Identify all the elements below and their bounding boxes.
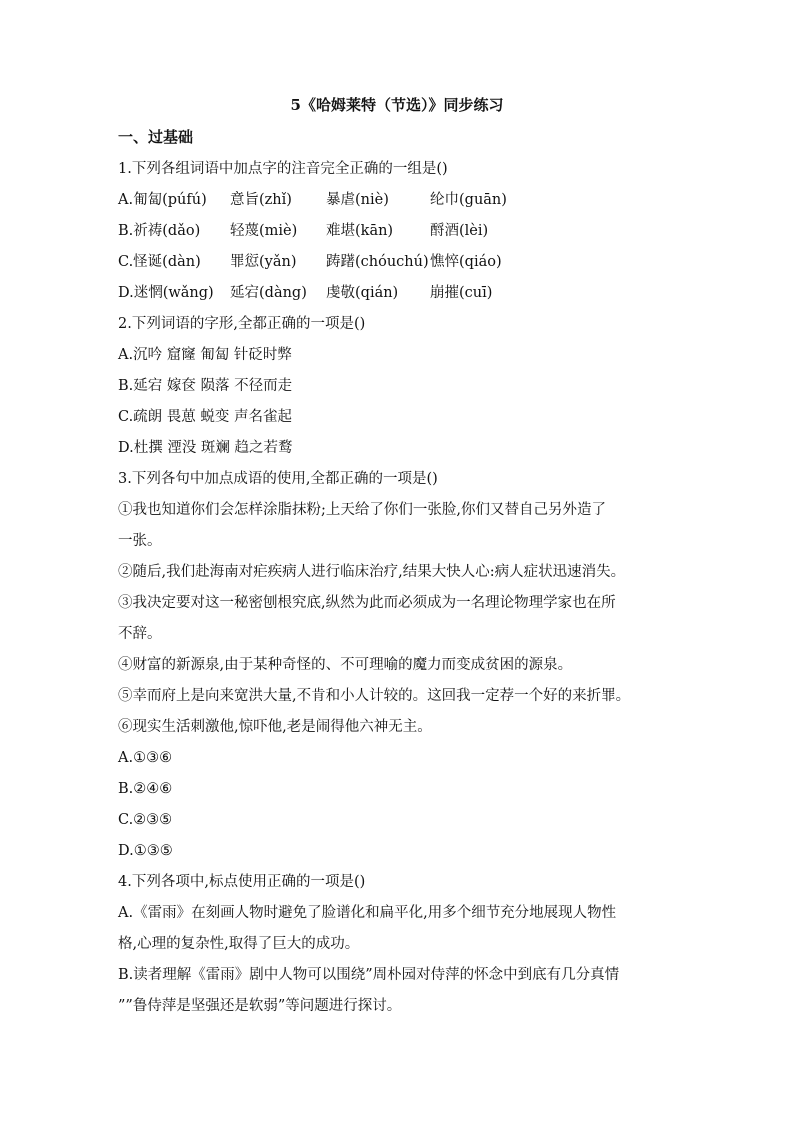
question-4-option-line: ””鲁侍萍是坚强还是软弱”等问题进行探讨。 <box>118 998 402 1014</box>
page-title: 5《哈姆莱特（节选）》同步练习 <box>290 96 504 114</box>
question-3-sentence-line: ④财富的新源泉,由于某种奇怪的、不可理喻的魔力而变成贫困的源泉。 <box>118 657 573 673</box>
question-1-stem: 1.下列各组词语中加点字的注音完全正确的一组是() <box>118 161 448 177</box>
question-3-stem: 3.下列各句中加点成语的使用,全都正确的一项是() <box>118 471 438 487</box>
section-heading: 一、过基础 <box>118 128 194 146</box>
option-word: 踌躇(chóuchú) <box>326 254 429 270</box>
option-word: 憔悴(qiáo) <box>430 254 502 270</box>
option-word: C.怪诞(dàn) <box>118 254 201 270</box>
question-3-sentence-line: 一张。 <box>118 533 162 549</box>
option-word: 纶巾(guān) <box>430 192 507 208</box>
option-word: 难堪(kān) <box>326 223 394 239</box>
question-4-option-line: A.《雷雨》在刻画人物时避免了脸谱化和扁平化,用多个细节充分地展现人物性 <box>118 905 617 921</box>
option-word: D.迷惘(wǎng) <box>118 285 214 301</box>
question-1-option-a <box>118 189 698 220</box>
option-word: 暴虐(niè) <box>326 192 389 208</box>
option-word: 虔敬(qián) <box>326 285 399 301</box>
question-2-stem: 2.下列词语的字形,全都正确的一项是() <box>118 316 366 332</box>
option-word: 酹酒(lèi) <box>430 223 489 239</box>
question-1-option-d <box>118 282 698 313</box>
question-4-stem: 4.下列各项中,标点使用正确的一项是() <box>118 874 366 890</box>
question-1-option-c <box>118 251 698 282</box>
question-4-option-line: 格,心理的复杂性,取得了巨大的成功。 <box>118 936 360 952</box>
option-word: 罪愆(yǎn) <box>230 254 297 270</box>
question-3-option-d: D.①③⑤ <box>118 843 173 859</box>
question-3-option-a: A.①③⑥ <box>118 750 173 766</box>
question-2-option-d: D.杜撰 湮没 斑斓 趋之若鹜 <box>118 440 293 456</box>
question-3-sentence-line: ①我也知道你们会怎样涂脂抹粉;上天给了你们一张脸,你们又替自己另外造了 <box>118 502 606 518</box>
option-word: A.匍匐(púfú) <box>118 192 207 208</box>
question-2-option-c: C.疏朗 畏葸 蜕变 声名雀起 <box>118 409 293 425</box>
question-3-option-c: C.②③⑤ <box>118 812 173 828</box>
option-word: 崩摧(cuī) <box>430 285 493 301</box>
question-1-option-b <box>118 220 698 251</box>
question-body <box>118 158 698 1026</box>
question-2-option-b: B.延宕 嫁奁 陨落 不径而走 <box>118 378 293 394</box>
question-3-sentence-line: 不辞。 <box>118 626 162 642</box>
option-word: 轻蔑(miè) <box>230 223 298 239</box>
question-3-sentence-line: ③我决定要对这一秘密刨根究底,纵然为此而必须成为一名理论物理学家也在所 <box>118 595 616 611</box>
question-4-option-line: B.读者理解《雷雨》剧中人物可以围绕”周朴园对侍萍的怀念中到底有几分真情 <box>118 967 620 983</box>
option-word: 延宕(dàng) <box>230 285 307 301</box>
option-word: B.祈祷(dǎo) <box>118 223 201 239</box>
question-3-sentence-line: ②随后,我们赴海南对疟疾病人进行临床治疗,结果大快人心:病人症状迅速消失。 <box>118 564 626 580</box>
question-3-sentence-line: ⑤幸而府上是向来宽洪大量,不肯和小人计较的。这回我一定荐一个好的来折罪。 <box>118 688 631 704</box>
question-2-option-a: A.沉吟 窟窿 匍匐 针砭时弊 <box>118 347 292 363</box>
option-word: 意旨(zhǐ) <box>230 192 292 208</box>
question-3-option-b: B.②④⑥ <box>118 781 173 797</box>
question-3-sentence-line: ⑥现实生活刺激他,惊吓他,老是闹得他六神无主。 <box>118 719 432 735</box>
